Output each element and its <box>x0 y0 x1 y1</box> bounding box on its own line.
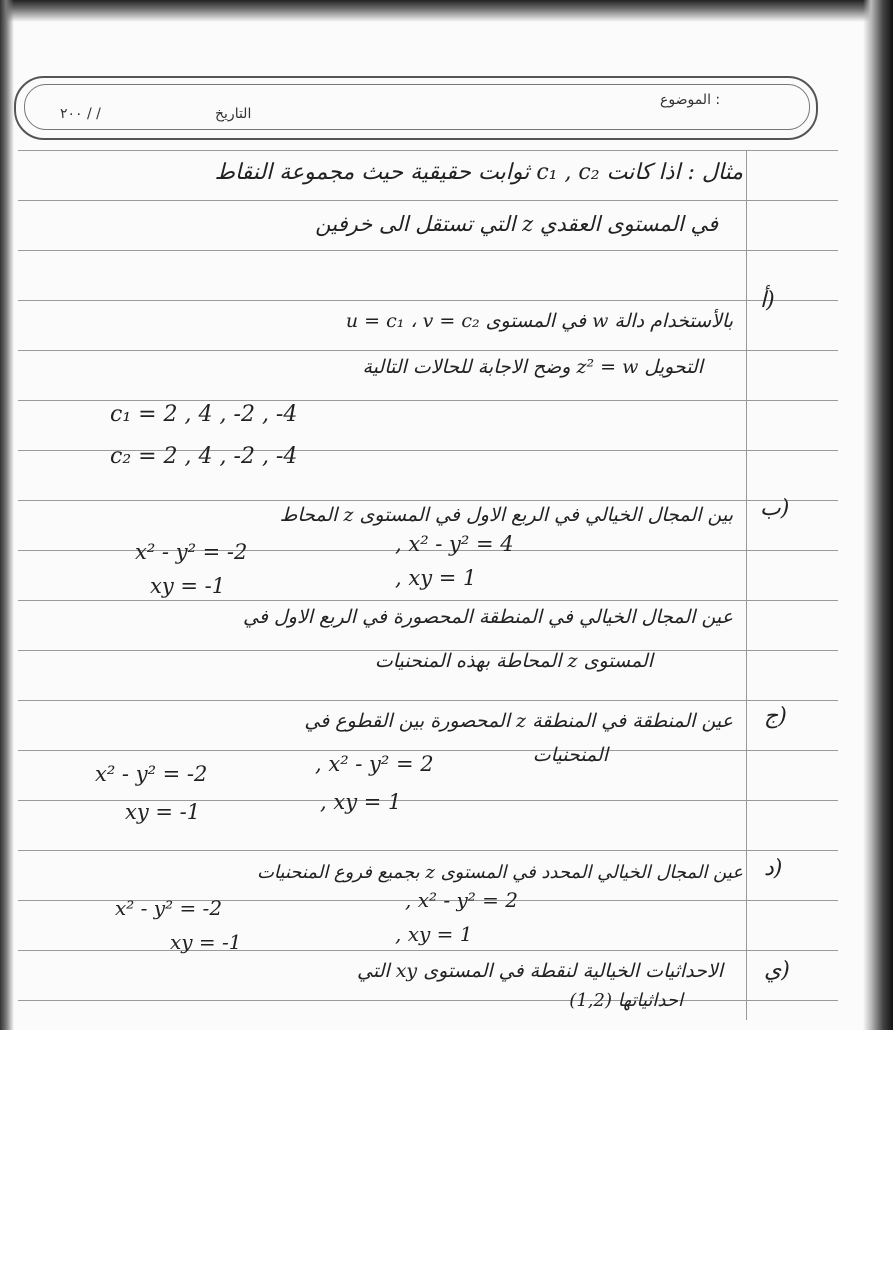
page-bottom-blank <box>0 1030 893 1263</box>
date-label: التاريخ <box>215 106 252 122</box>
part-b-label: ب) <box>760 496 790 521</box>
part-a-c1-values: c₁ = 2 , 4 , -2 , -4 <box>110 402 298 427</box>
margin-line <box>746 150 747 1020</box>
page-top-shadow <box>0 0 893 22</box>
part-a-c2-values: c₂ = 2 , 4 , -2 , -4 <box>110 444 298 469</box>
ruled-line <box>18 350 838 351</box>
ruled-line <box>18 250 838 251</box>
part-c-line-1: عين المنطقة في المنطقة z المحصورة بين القطوع في <box>304 710 733 732</box>
subject-label: الموضوع : <box>660 92 721 108</box>
ruled-line <box>18 500 838 501</box>
part-d-eq-2-left: xy = -1 <box>170 930 242 954</box>
part-c-line-2: المنحنيات <box>532 744 608 766</box>
part-e-line-1: الاحداثيات الخيالية لنقطة في المستوى xy التي <box>357 960 723 982</box>
part-a-line-1: u = c₁ ، v = c₂ في المستوى w بالأستخدام دالة <box>345 310 733 332</box>
part-c-eq-1-right: , x² - y² = 2 <box>315 752 434 776</box>
part-b-line-3: المستوى z المحاطة بهذه المنحنيات <box>374 650 653 672</box>
part-c-label: ج) <box>764 704 787 729</box>
part-c-eq-2-right: , xy = 1 <box>320 790 402 814</box>
part-b-line-1: بين المجال الخيالي في الربع الاول في المستوى z المحاط <box>279 504 733 526</box>
part-b-eq-2-left: xy = -1 <box>150 574 226 598</box>
part-b-eq-1-right: , x² - y² = 4 <box>395 532 514 556</box>
part-d-eq-1-right: , x² - y² = 2 <box>405 888 518 912</box>
part-a-line-2: التحويل z² = w وضح الاجابة للحالات التالية <box>362 356 703 378</box>
ruled-line <box>18 1000 838 1001</box>
part-d-label: د) <box>764 856 783 881</box>
part-d-eq-1-left: x² - y² = -2 <box>115 896 223 920</box>
part-d-line-1: عين المجال الخيالي المحدد في المستوى z بجميع فروع المنحنيات <box>256 862 743 883</box>
ruled-line <box>18 150 838 151</box>
ruled-line <box>18 400 838 401</box>
ruled-line <box>18 600 838 601</box>
ruled-line <box>18 300 838 301</box>
ruled-line <box>18 700 838 701</box>
intro-line-2: في المستوى العقدي z التي تستقل الى خرفين <box>315 212 718 236</box>
part-e-label: ي) <box>764 958 790 983</box>
part-e-line-2: احداثياتها (1,2) <box>569 990 683 1011</box>
part-a-label: أ) <box>760 288 775 313</box>
part-c-eq-1-left: x² - y² = -2 <box>95 762 208 786</box>
part-d-eq-2-right: , xy = 1 <box>395 922 473 946</box>
ruled-line <box>18 850 838 851</box>
ruled-line <box>18 950 838 951</box>
part-c-eq-2-left: xy = -1 <box>125 800 201 824</box>
intro-line-1: مثال : اذا كانت c₁ , c₂ ثوابت حقيقية حيث مجموعة النقاط <box>214 160 743 185</box>
ruled-line <box>18 200 838 201</box>
part-b-eq-2-right: , xy = 1 <box>395 566 477 590</box>
part-b-line-2: عين المجال الخيالي في المنطقة المحصورة في الربع الاول في <box>243 606 733 628</box>
part-b-eq-1-left: x² - y² = -2 <box>135 540 248 564</box>
date-value: ٢٠٠ / / <box>60 106 101 122</box>
ruled-line <box>18 750 838 751</box>
